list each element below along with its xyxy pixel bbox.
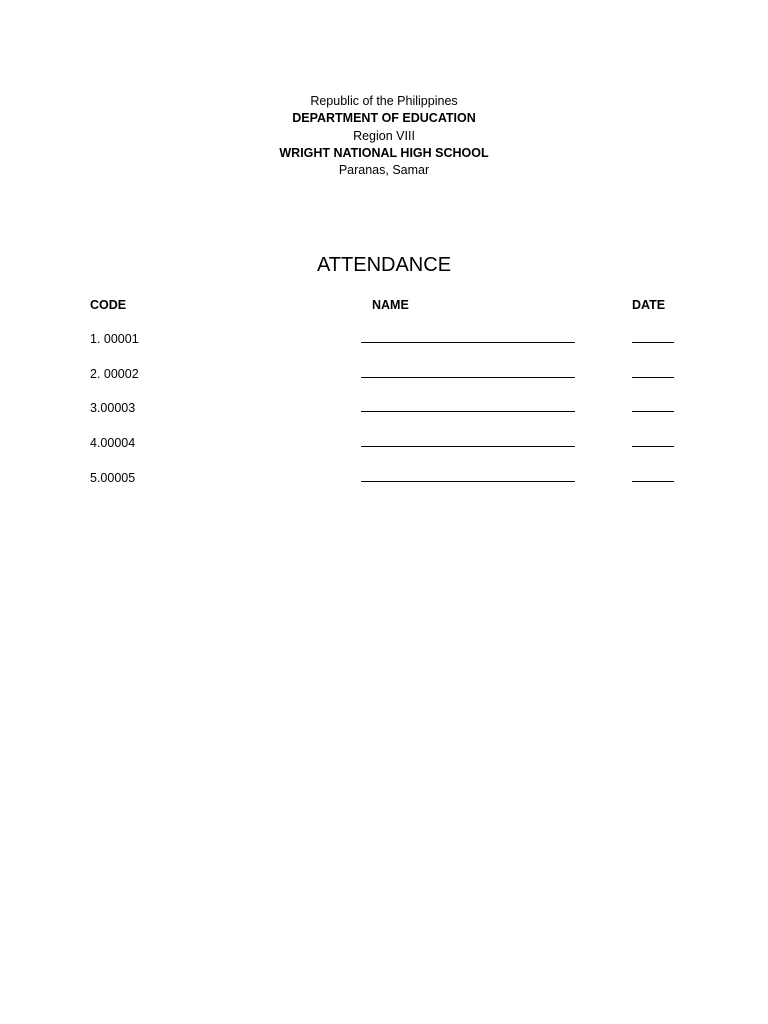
header-school: WRIGHT NATIONAL HIGH SCHOOL [279, 145, 489, 160]
date-blank-line [632, 481, 674, 482]
row-code: 3.00003 [90, 401, 136, 415]
column-header-date: DATE [632, 298, 666, 312]
name-blank-line [361, 377, 575, 378]
row-code: 4.00004 [90, 436, 136, 450]
date-blank-line [632, 411, 674, 412]
attendance-row [0, 331, 768, 349]
name-blank-line [361, 411, 575, 412]
date-blank-line [632, 446, 674, 447]
date-blank-line [632, 377, 674, 378]
header-republic: Republic of the Philippines [310, 94, 458, 108]
column-header-name: NAME [372, 298, 409, 312]
attendance-row [0, 470, 768, 488]
header-region: Region VIII [353, 128, 415, 143]
row-code: 1. 00001 [90, 332, 139, 346]
page-title: ATTENDANCE [316, 254, 452, 276]
header-location: Paranas, Samar [338, 163, 430, 178]
name-blank-line [361, 342, 575, 343]
date-blank-line [632, 342, 674, 343]
attendance-row [0, 366, 768, 384]
name-blank-line [361, 481, 575, 482]
column-header-code: CODE [90, 298, 127, 312]
row-code: 5.00005 [90, 471, 136, 485]
row-code: 2. 00002 [90, 367, 139, 381]
name-blank-line [361, 446, 575, 447]
header-department: DEPARTMENT OF EDUCATION [292, 111, 476, 126]
attendance-row [0, 400, 768, 418]
letterhead [0, 93, 768, 179]
attendance-row [0, 435, 768, 453]
